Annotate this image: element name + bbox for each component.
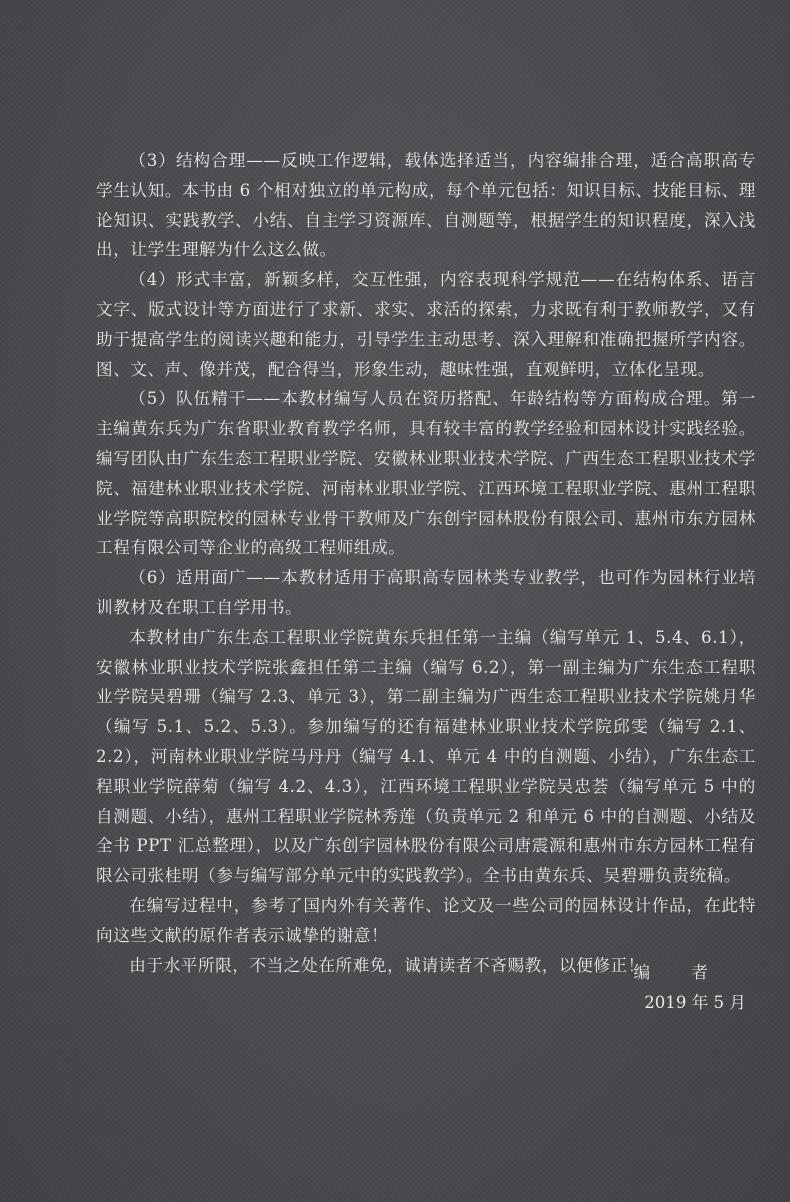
paragraph-structure: （3）结构合理——反映工作逻辑，载体选择适当，内容编排合理，适合高职高专学生认知。本书由 6 个相对独立的单元构成，每个单元包括：知识目标、技能目标、理论知识、实践教学、小结、自主学习资源库、自测题等，根据学生的知识程度，深入浅出，让学生理解为什么这么做。 [96,151,756,260]
paragraph-authors: 本教材由广东生态工程职业学院黄东兵担任第一主编（编写单元 1、5.4、6.1），安徽林业职业技术学院张鑫担任第二主编（编写 6.2），第一副主编为广东生态工程职业学院吴碧珊（编写 2.3、单元 3），第二副主编为广西生态工程职业技术学院姚月华（编写 5.1、5.2、5.3）。参加编写的还有福建林业职业技术学院邱雯（编写 2.1、2.2），河南林业职业学院马丹丹（编写 4.1、单元 4 中的自测题、小结），广东生态工程职业学院薛菊（编写 4.2、4.3），江西环境工程职业学院吴忠荟（编写单元 5 中的自测题、小结），惠州工程职业学院林秀莲（负责单元 2 和单元 6 中的自测题、小结及全书 PPT 汇总整理），以及广东创宇园林股份有限公司唐震源和惠州市东方园林工程有限公司张桂明（参与编写部分单元中的实践教学）。全书由黄东兵、吴碧珊负责统稿。 [96,627,756,886]
signature-block [634,958,746,1018]
paragraph-acknowledgement: 在编写过程中，参考了国内外有关著作、论文及一些公司的园林设计作品，在此特向这些文献的原作者表示诚挚的谢意！ [96,895,756,945]
signature-date: 2019 年 5 月 [644,992,746,1012]
paragraph-scope: （6）适用面广——本教材适用于高职高专园林类专业教学，也可作为园林行业培训教材及在职工自学用书。 [96,568,756,617]
paragraph-closing: 由于水平所限，不当之处在所难免，诚请读者不吝赐教，以便修正！ [129,955,645,975]
paragraph-form: （4）形式丰富，新颖多样，交互性强，内容表现科学规范——在结构体系、语言文字、版式设计等方面进行了求新、求实、求活的探索，力求既有利于教师教学，又有助于提高学生的阅读兴趣和能力，引导学生主动思考、深入理解和准确把握所学内容。图、文、声、像并茂，配合得当，形象生动，趣味性强，直观鲜明，立体化呈现。 [96,270,756,379]
body-text [96,146,756,980]
signature-author: 编 者 [633,963,726,982]
paragraph-team: （5）队伍精干——本教材编写人员在资历搭配、年龄结构等方面构成合理。第一主编黄东兵为广东省职业教育教学名师，具有较丰富的教学经验和园林设计实践经验。编写团队由广东生态工程职业学院、安徽林业职业技术学院、广西生态工程职业技术学院、福建林业职业技术学院、河南林业职业学院、江西环境工程职业学院、惠州工程职业学院等高职院校的园林专业骨干教师及广东创宇园林股份有限公司、惠州市东方园林工程有限公司等企业的高级工程师组成。 [96,389,756,558]
